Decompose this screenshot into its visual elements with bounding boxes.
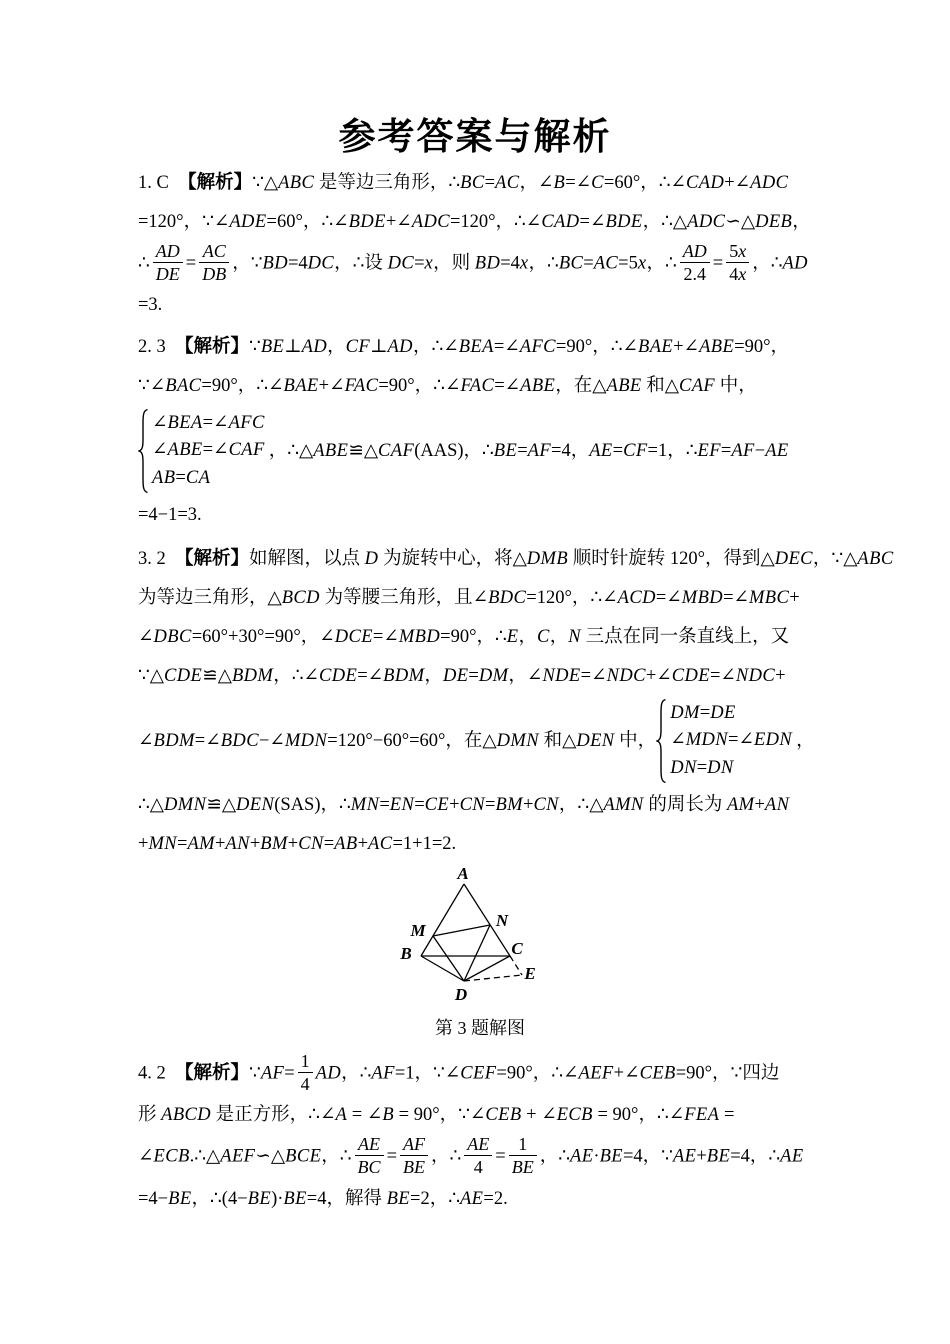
equation-system-rows	[152, 410, 265, 493]
math-text: =	[712, 253, 724, 274]
figure-edge-CD	[464, 956, 510, 981]
equation-row: DN=DN	[670, 757, 734, 778]
problem-4-line-2	[138, 1096, 853, 1135]
figure-edge-MD	[433, 936, 464, 981]
math-text: +MN=AM+AN+BM+CN=AB+AC=1+1=2.	[138, 834, 457, 854]
fraction-numerator: 5x	[726, 240, 749, 263]
figure-vertex-label-A: A	[457, 864, 469, 883]
math-text: ∵∠BAC=90°，∴∠BAE+∠FAC=90°，∴∠FAC=∠ABE，在△ABE 和△CAF 中，	[138, 376, 757, 396]
math-text: =4−1=3.	[138, 505, 202, 525]
fraction-numerator: 1	[298, 1050, 313, 1073]
math-text: ∠BDM=∠BDC−∠MDN=120°−60°=60°，在△DMN 和△DEN 中，	[138, 730, 657, 751]
math-text: ∴	[138, 253, 150, 274]
math-text: ∵△ABC 是等边三角形，∴BC=AC，∠B=∠C=60°，∴∠CAD+∠ADC	[252, 173, 789, 193]
equation-row: ∠BEA=∠AFC	[152, 412, 265, 433]
math-text: ，∵BD=4DC，∴设 DC=x，则 BD=4x，∴BC=AC=5x，∴	[232, 253, 677, 274]
problem-2-line-3	[138, 406, 853, 496]
fraction	[199, 240, 229, 284]
left-brace-icon	[138, 408, 149, 494]
left-brace-icon	[656, 698, 667, 784]
math-text: =	[185, 253, 197, 274]
fraction	[355, 1133, 384, 1177]
math-text: AD，∴AF=1，∵∠CEF=90°，∴∠AEF+∠CEB=90°，∵四边	[315, 1063, 780, 1084]
figure-edge-MN	[433, 925, 490, 936]
math-text: ∵△CDE≌△BDM，∴∠CDE=∠BDM，DE=DM，∠NDE=∠NDC+∠CDE=∠NDC+	[138, 666, 786, 686]
figure-vertex-label-M: M	[410, 921, 426, 940]
fraction	[400, 1133, 428, 1177]
fraction-numerator: AD	[680, 240, 710, 263]
fraction	[153, 240, 183, 284]
analysis-label: 【解析】	[184, 337, 250, 357]
fraction-numerator: AD	[153, 240, 183, 263]
problem-3-solution	[138, 540, 894, 864]
fraction-denominator: DB	[202, 264, 227, 285]
problem-2-solution	[138, 328, 853, 535]
math-text: 形 ABCD 是正方形，∴∠A = ∠B = 90°，∵∠CEB + ∠ECB = 90°，∴∠FEA =	[138, 1105, 735, 1126]
fraction	[680, 240, 710, 284]
problem-4-solution	[138, 1052, 853, 1219]
fraction-numerator: AE	[464, 1133, 492, 1156]
problem-3-line-3	[138, 618, 853, 657]
fraction-denominator: 4	[300, 1074, 310, 1095]
equation-row: ∠ABE=∠CAF	[152, 440, 265, 461]
math-text: ，∴△ABE≌△CAF(AAS)，∴BE=AF=4，AE=CF=1，∴EF=AF−AE	[268, 440, 789, 461]
math-text: ∴△DMN≌△DEN(SAS)，∴MN=EN=CE+CN=BM+CN，∴△AMN 的周长为 AM+AN	[138, 795, 790, 815]
math-text: 如解图，以点 D 为旋转中心，将△DMB 顺时针旋转 120°，得到△DEC，∵△ABC	[249, 549, 894, 569]
problem-3-line-1	[138, 540, 894, 579]
math-text: ∠ECB.∴△AEF∽△BCE，∴	[138, 1146, 352, 1167]
problem-2-line-1	[138, 328, 853, 367]
problem-1-line-4	[138, 286, 853, 325]
problem-3-geometry-diagram	[390, 858, 555, 1010]
fraction-denominator: 4x	[729, 264, 747, 285]
fraction	[509, 1133, 537, 1177]
math-text: =120°，∵∠ADE=60°，∴∠BDE+∠ADC=120°，∴∠CAD=∠BDE，∴△ADC∽△DEB，	[138, 212, 811, 232]
math-text: ∵BE⊥AD，CF⊥AD，∴∠BEA=∠AFC=90°，∴∠BAE+∠ABE=90°，	[249, 337, 790, 357]
problem-4-line-3	[138, 1135, 853, 1179]
fraction-numerator: AF	[400, 1133, 428, 1156]
analysis-label: 【解析】	[187, 173, 253, 193]
fraction-denominator: 2.4	[683, 264, 707, 285]
figure-edge-AB	[421, 884, 464, 956]
math-text: ，	[796, 730, 815, 751]
figure-edge-BD	[421, 956, 464, 981]
figure-edge-ND	[464, 925, 490, 981]
problem-1-line-3	[138, 242, 853, 286]
math-text: ，∴AE·BE=4，∵AE+BE=4，∴AE	[539, 1146, 804, 1167]
figure-vertex-label-D: D	[454, 985, 468, 1004]
math-text: 为等边三角形，△BCD 为等腰三角形，且∠BDC=120°，∴∠ACD=∠MBD=∠MBC+	[138, 588, 800, 608]
figure-vertex-label-B: B	[400, 944, 412, 963]
problem-4-line-1	[138, 1052, 853, 1096]
math-text: ，∴	[431, 1146, 462, 1167]
math-text: ∵AF=	[249, 1063, 295, 1084]
figure-caption: 第 3 题解图	[435, 1018, 525, 1038]
problem-number-and-answer: 1. C	[138, 173, 188, 193]
equation-system	[138, 408, 265, 494]
problem-number-and-answer: 4. 2	[138, 1063, 185, 1084]
page-title: 参考答案与解析	[338, 117, 612, 158]
fraction-denominator: BC	[357, 1157, 381, 1178]
equation-system	[656, 698, 792, 784]
math-text: ，∴AD	[752, 253, 808, 274]
analysis-label: 【解析】	[184, 549, 250, 569]
fraction	[726, 240, 749, 284]
analysis-label: 【解析】	[184, 1063, 250, 1084]
fraction	[298, 1050, 313, 1094]
math-text: =	[495, 1146, 506, 1167]
fraction	[464, 1133, 492, 1177]
problem-1-solution	[138, 164, 853, 325]
problem-number-and-answer: 3. 2	[138, 549, 185, 569]
fraction-numerator: AE	[355, 1133, 384, 1156]
fraction-denominator: 4	[473, 1157, 483, 1178]
problem-3-line-5	[138, 696, 853, 786]
figure-vertex-label-E: E	[524, 964, 536, 983]
fraction-numerator: AC	[199, 240, 229, 263]
figure-vertex-label-N: N	[495, 911, 509, 930]
fraction-numerator: 1	[509, 1133, 537, 1156]
problem-3-line-2	[138, 579, 853, 618]
fraction-denominator: DE	[155, 264, 180, 285]
equation-row: DM=DE	[670, 702, 736, 723]
math-text: =	[386, 1146, 397, 1167]
figure-vertex-label-C: C	[511, 939, 523, 958]
problem-1-line-1	[138, 164, 853, 203]
problem-4-line-4	[138, 1180, 853, 1219]
math-text: ∠DBC=60°+30°=90°，∠DCE=∠MBD=90°，∴E，C，N 三点在同一条直线上，又	[138, 627, 790, 647]
equation-system-rows	[670, 700, 792, 783]
math-text: =4−BE，∴(4−BE)·BE=4，解得 BE=2，∴AE=2.	[138, 1188, 508, 1209]
equation-row: ∠MDN=∠EDN	[670, 730, 793, 751]
problem-3-line-6	[138, 786, 853, 825]
problem-2-line-4	[138, 496, 853, 535]
equation-row: AB=CA	[152, 467, 211, 488]
problem-1-line-2	[138, 203, 853, 242]
math-text: =3.	[138, 295, 163, 316]
figure-edge-CE	[510, 956, 522, 975]
fraction-denominator: BE	[511, 1157, 534, 1178]
problem-2-line-2	[138, 367, 853, 406]
problem-3-line-4	[138, 657, 853, 696]
fraction-denominator: BE	[403, 1157, 425, 1178]
problem-number-and-answer: 2. 3	[138, 337, 185, 357]
